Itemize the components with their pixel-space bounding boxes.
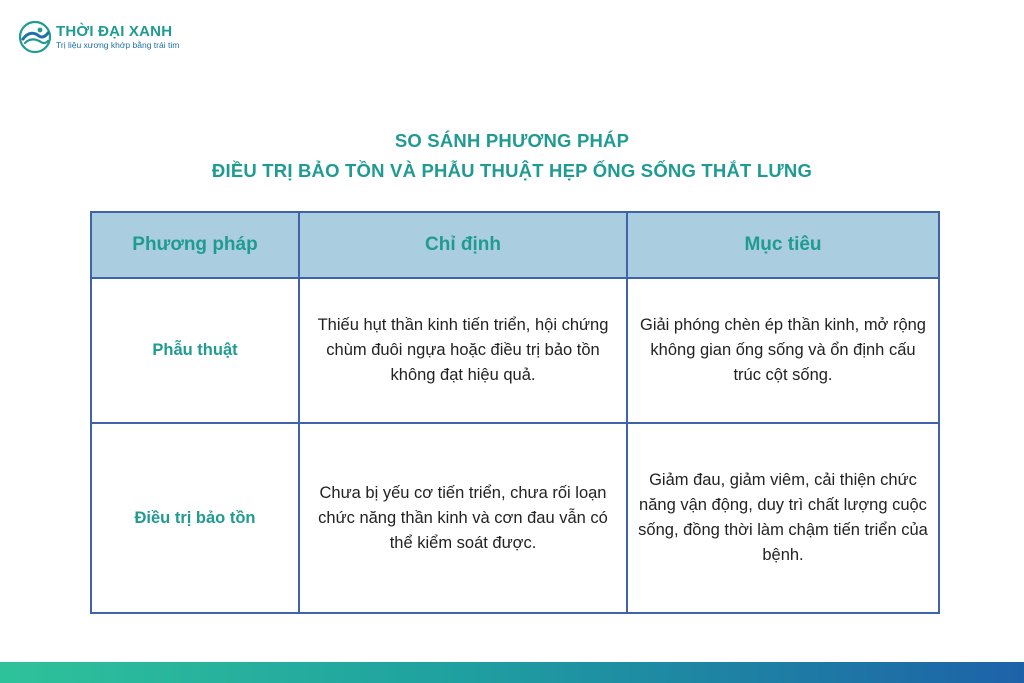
logo-mark-icon — [18, 20, 52, 54]
title-line-2: ĐIỀU TRỊ BẢO TỒN VÀ PHẪU THUẬT HẸP ỐNG SỐNG THẮT LƯNG — [211, 160, 813, 181]
page-title — [0, 126, 1024, 186]
header-method: Phương pháp — [91, 212, 299, 278]
comparison-table — [90, 211, 940, 614]
brand-name: THỜI ĐẠI XANH — [56, 23, 173, 41]
cell-indication: Thiếu hụt thần kinh tiến triển, hội chứng chùm đuôi ngựa hoặc điều trị bảo tồn không đạt hiệu quả. — [299, 278, 627, 423]
cell-indication: Chưa bị yếu cơ tiến triển, chưa rối loạn chức năng thần kinh và cơn đau vẫn có thể kiểm soát được. — [299, 423, 627, 613]
footer-gradient-bar — [0, 662, 1024, 683]
cell-goal: Giải phóng chèn ép thần kinh, mở rộng không gian ống sống và ổn định cấu trúc cột sống. — [627, 278, 939, 423]
cell-goal: Giảm đau, giảm viêm, cải thiện chức năng vận động, duy trì chất lượng cuộc sống, đồng thời làm chậm tiến triển của bệnh. — [627, 423, 939, 613]
header-goal: Mục tiêu — [627, 212, 939, 278]
table-row — [91, 278, 939, 423]
brand-tagline: Trị liệu xương khớp bằng trái tim — [56, 40, 180, 51]
table-row — [91, 423, 939, 613]
cell-method: Điều trị bảo tồn — [91, 423, 299, 613]
cell-method: Phẫu thuật — [91, 278, 299, 423]
table-header-row — [91, 212, 939, 278]
brand-logo — [18, 20, 179, 54]
header-indication: Chỉ định — [299, 212, 627, 278]
title-line-1: SO SÁNH PHƯƠNG PHÁP — [394, 130, 630, 151]
